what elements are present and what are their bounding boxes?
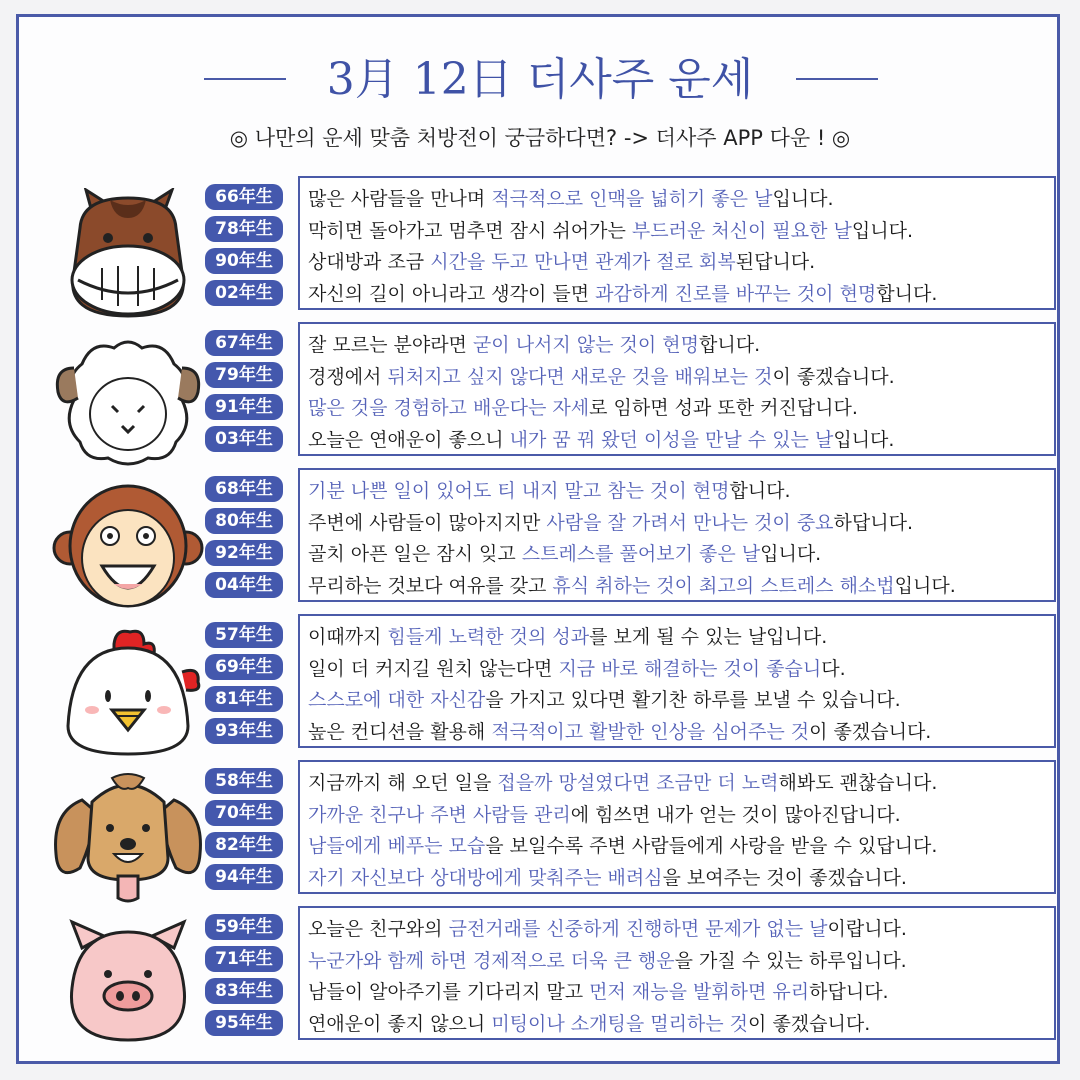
line-highlight: 접을까 망설였다면 조금만 더 노력 bbox=[497, 772, 779, 794]
fortune-line bbox=[308, 1009, 1054, 1041]
line-highlight: 먼저 재능을 발휘하면 유리 bbox=[589, 981, 810, 1003]
year-badge: 90年生 bbox=[205, 248, 283, 274]
fortune-text-box bbox=[298, 322, 1056, 456]
line-highlight: 미팅이나 소개팅을 멀리하는 것 bbox=[491, 1012, 749, 1035]
year-badge: 93年生 bbox=[205, 718, 283, 744]
line-highlight: 뒤처지고 싶지 않다면 새로운 것을 배워보는 것 bbox=[387, 365, 773, 388]
fortune-text-box bbox=[298, 906, 1056, 1040]
page-subtitle: ◎ 나만의 운세 맞춤 처방전이 궁금하다면? -> 더사주 APP 다운 ! ◎ bbox=[229, 126, 851, 150]
fortune-section-dog bbox=[30, 768, 1060, 906]
line-text: 하답니다. bbox=[833, 511, 913, 534]
year-badge: 78年生 bbox=[205, 216, 283, 242]
fortune-line bbox=[308, 977, 1054, 1009]
line-highlight: 기분 나쁜 일이 있어도 티 내지 말고 참는 것이 현명 bbox=[308, 480, 730, 502]
line-highlight: 지금 바로 해결하는 것이 좋습니 bbox=[558, 657, 822, 680]
page-title: 3月 12日 더사주 운세 bbox=[326, 54, 754, 105]
year-badge: 82年生 bbox=[205, 832, 283, 858]
year-badge: 81年生 bbox=[205, 686, 283, 712]
line-text: 일이 더 커지길 원치 않는다면 bbox=[308, 657, 559, 680]
line-text: 로 임하면 성과 또한 커진답니다. bbox=[589, 397, 858, 419]
fortune-line bbox=[308, 768, 1054, 800]
line-text: 자신의 길이 아니라고 생각이 들면 bbox=[308, 282, 596, 305]
line-text: 에 힘쓰면 내가 얻는 것이 많아진답니다. bbox=[570, 803, 901, 826]
fortune-line bbox=[308, 685, 1054, 717]
line-text: 남들이 알아주기를 기다리지 말고 bbox=[308, 981, 590, 1003]
line-highlight: 가까운 친구나 주변 사람들 관리 bbox=[308, 803, 571, 826]
year-badges bbox=[205, 622, 313, 750]
line-text: 이때까지 bbox=[308, 626, 388, 648]
year-badge: 91年生 bbox=[205, 394, 283, 420]
horse-icon bbox=[52, 188, 204, 320]
monkey-icon bbox=[52, 480, 204, 612]
line-text: 다. bbox=[821, 657, 846, 680]
year-badge: 79年生 bbox=[205, 362, 283, 388]
fortune-section-rooster bbox=[30, 622, 1060, 760]
fortune-line bbox=[308, 539, 1054, 571]
year-badge: 69年生 bbox=[205, 654, 283, 680]
year-badge: 68年生 bbox=[205, 476, 283, 502]
fortune-line bbox=[308, 946, 1054, 978]
line-highlight: 부드러운 처신이 필요한 날 bbox=[631, 219, 852, 242]
dog-icon bbox=[52, 772, 204, 904]
pig-icon bbox=[52, 918, 204, 1050]
fortune-section-pig bbox=[30, 914, 1060, 1052]
fortune-line bbox=[308, 247, 1054, 279]
year-badges bbox=[205, 184, 313, 312]
fortune-line bbox=[308, 571, 1054, 603]
year-badges bbox=[205, 914, 313, 1042]
line-text: 무리하는 것보다 여유를 갖고 bbox=[308, 574, 553, 597]
line-highlight: 누군가와 함께 하면 경제적으로 더욱 큰 행운 bbox=[308, 949, 675, 972]
year-badge: 57年生 bbox=[205, 622, 283, 648]
line-highlight: 적극적이고 활발한 인상을 심어주는 것 bbox=[491, 720, 810, 743]
fortune-line bbox=[308, 393, 1054, 425]
year-badge: 70年生 bbox=[205, 800, 283, 826]
fortune-line bbox=[308, 279, 1054, 311]
year-badge: 66年生 bbox=[205, 184, 283, 210]
fortune-line bbox=[308, 622, 1054, 654]
line-text: 을 보여주는 것이 좋겠습니다. bbox=[662, 866, 907, 889]
fortune-line bbox=[308, 508, 1054, 540]
fortune-line bbox=[308, 425, 1054, 457]
line-text: 경쟁에서 bbox=[308, 365, 388, 388]
year-badge: 83年生 bbox=[205, 978, 283, 1004]
line-text: 막히면 돌아가고 멈추면 잠시 쉬어가는 bbox=[308, 219, 632, 242]
fortune-section-horse bbox=[30, 184, 1060, 322]
line-text: 높은 컨디션을 활용해 bbox=[308, 720, 492, 743]
fortune-line bbox=[308, 863, 1054, 895]
line-text: 하답니다. bbox=[809, 981, 889, 1003]
line-text: 된답니다. bbox=[735, 251, 816, 273]
line-text: 골치 아픈 일은 잠시 잊고 bbox=[308, 543, 522, 565]
rooster-icon bbox=[52, 626, 204, 758]
year-badge: 71年生 bbox=[205, 946, 283, 972]
line-highlight: 금전거래를 신중하게 진행하면 문제가 없는 날 bbox=[448, 918, 828, 940]
line-text: 주변에 사람들이 많아지지만 bbox=[308, 511, 547, 534]
line-text: 입니다. bbox=[760, 543, 822, 565]
year-badge: 94年生 bbox=[205, 864, 283, 890]
line-text: 을 가지고 있다면 활기찬 하루를 보낼 수 있습니다. bbox=[485, 689, 901, 711]
fortune-line bbox=[308, 914, 1054, 946]
line-highlight: 자기 자신보다 상대방에게 맞춰주는 배려심 bbox=[308, 866, 663, 889]
year-badge: 80年生 bbox=[205, 508, 283, 534]
line-text: 합니다. bbox=[699, 334, 761, 356]
line-highlight: 휴식 취하는 것이 최고의 스트레스 해소법 bbox=[552, 574, 895, 597]
line-highlight: 많은 것을 경험하고 배운다는 자세 bbox=[308, 397, 590, 419]
line-text: 잘 모르는 분야라면 bbox=[308, 334, 473, 356]
line-text: 상대방과 조금 bbox=[308, 251, 431, 273]
line-highlight: 내가 꿈 꿔 왔던 이성을 만날 수 있는 날 bbox=[509, 428, 834, 451]
line-text: 오늘은 연애운이 좋으니 bbox=[308, 428, 510, 451]
line-text: 입니다. bbox=[894, 574, 956, 597]
year-badge: 02年生 bbox=[205, 280, 283, 306]
line-text: 이랍니다. bbox=[827, 918, 907, 940]
year-badge: 67年生 bbox=[205, 330, 283, 356]
fortune-line bbox=[308, 654, 1054, 686]
line-text: 해봐도 괜찮습니다. bbox=[778, 772, 938, 794]
line-text: 입니다. bbox=[772, 188, 834, 210]
year-badge: 95年生 bbox=[205, 1010, 283, 1036]
line-highlight: 스스로에 대한 자신감 bbox=[308, 689, 486, 711]
line-highlight: 적극적으로 인맥을 넓히기 좋은 날 bbox=[491, 188, 773, 210]
line-text: 을 가질 수 있는 하루입니다. bbox=[674, 949, 907, 972]
fortune-line bbox=[308, 330, 1054, 362]
fortune-section-sheep bbox=[30, 330, 1060, 468]
fortune-line bbox=[308, 800, 1054, 832]
fortune-line bbox=[308, 216, 1054, 248]
line-text: 오늘은 친구와의 bbox=[308, 918, 449, 940]
line-highlight: 남들에게 베푸는 모습 bbox=[308, 835, 486, 857]
year-badges bbox=[205, 768, 313, 896]
line-text: 입니다. bbox=[851, 219, 913, 242]
year-badges bbox=[205, 476, 313, 604]
year-badge: 58年生 bbox=[205, 768, 283, 794]
line-text: 연애운이 좋지 않으니 bbox=[308, 1012, 492, 1035]
line-text: 합니다. bbox=[876, 282, 938, 305]
year-badge: 59年生 bbox=[205, 914, 283, 940]
fortune-text-box bbox=[298, 176, 1056, 310]
line-highlight: 과감하게 진로를 바꾸는 것이 현명 bbox=[595, 282, 877, 305]
line-highlight: 굳이 나서지 않는 것이 현명 bbox=[472, 334, 700, 356]
fortune-line bbox=[308, 184, 1054, 216]
line-text: 를 보게 될 수 있는 날입니다. bbox=[589, 626, 828, 648]
title-rule-right bbox=[796, 78, 878, 80]
year-badge: 03年生 bbox=[205, 426, 283, 452]
title-row bbox=[0, 48, 1080, 112]
fortune-text-box bbox=[298, 468, 1056, 602]
sheep-icon bbox=[52, 334, 204, 466]
fortune-section-monkey bbox=[30, 476, 1060, 614]
year-badges bbox=[205, 330, 313, 458]
line-text: 지금까지 해 오던 일을 bbox=[308, 772, 498, 794]
line-text: 합니다. bbox=[729, 480, 791, 502]
year-badge: 04年生 bbox=[205, 572, 283, 598]
fortune-line bbox=[308, 476, 1054, 508]
fortune-line bbox=[308, 717, 1054, 749]
line-text: 입니다. bbox=[833, 428, 895, 451]
line-highlight: 스트레스를 풀어보기 좋은 날 bbox=[521, 543, 761, 565]
line-text: 많은 사람들을 만나며 bbox=[308, 188, 492, 210]
line-text: 이 좋겠습니다. bbox=[809, 720, 932, 743]
line-text: 을 보일수록 주변 사람들에게 사랑을 받을 수 있답니다. bbox=[485, 835, 938, 857]
fortune-text-box bbox=[298, 614, 1056, 748]
line-highlight: 힘들게 노력한 것의 성과 bbox=[387, 626, 590, 648]
line-text: 이 좋겠습니다. bbox=[772, 365, 895, 388]
year-badge: 92年生 bbox=[205, 540, 283, 566]
fortune-text-box bbox=[298, 760, 1056, 894]
fortune-line bbox=[308, 362, 1054, 394]
line-highlight: 시간을 두고 만나면 관계가 절로 회복 bbox=[430, 251, 736, 273]
fortune-line bbox=[308, 831, 1054, 863]
line-highlight: 사람을 잘 가려서 만나는 것이 중요 bbox=[546, 511, 834, 534]
line-text: 이 좋겠습니다. bbox=[748, 1012, 871, 1035]
